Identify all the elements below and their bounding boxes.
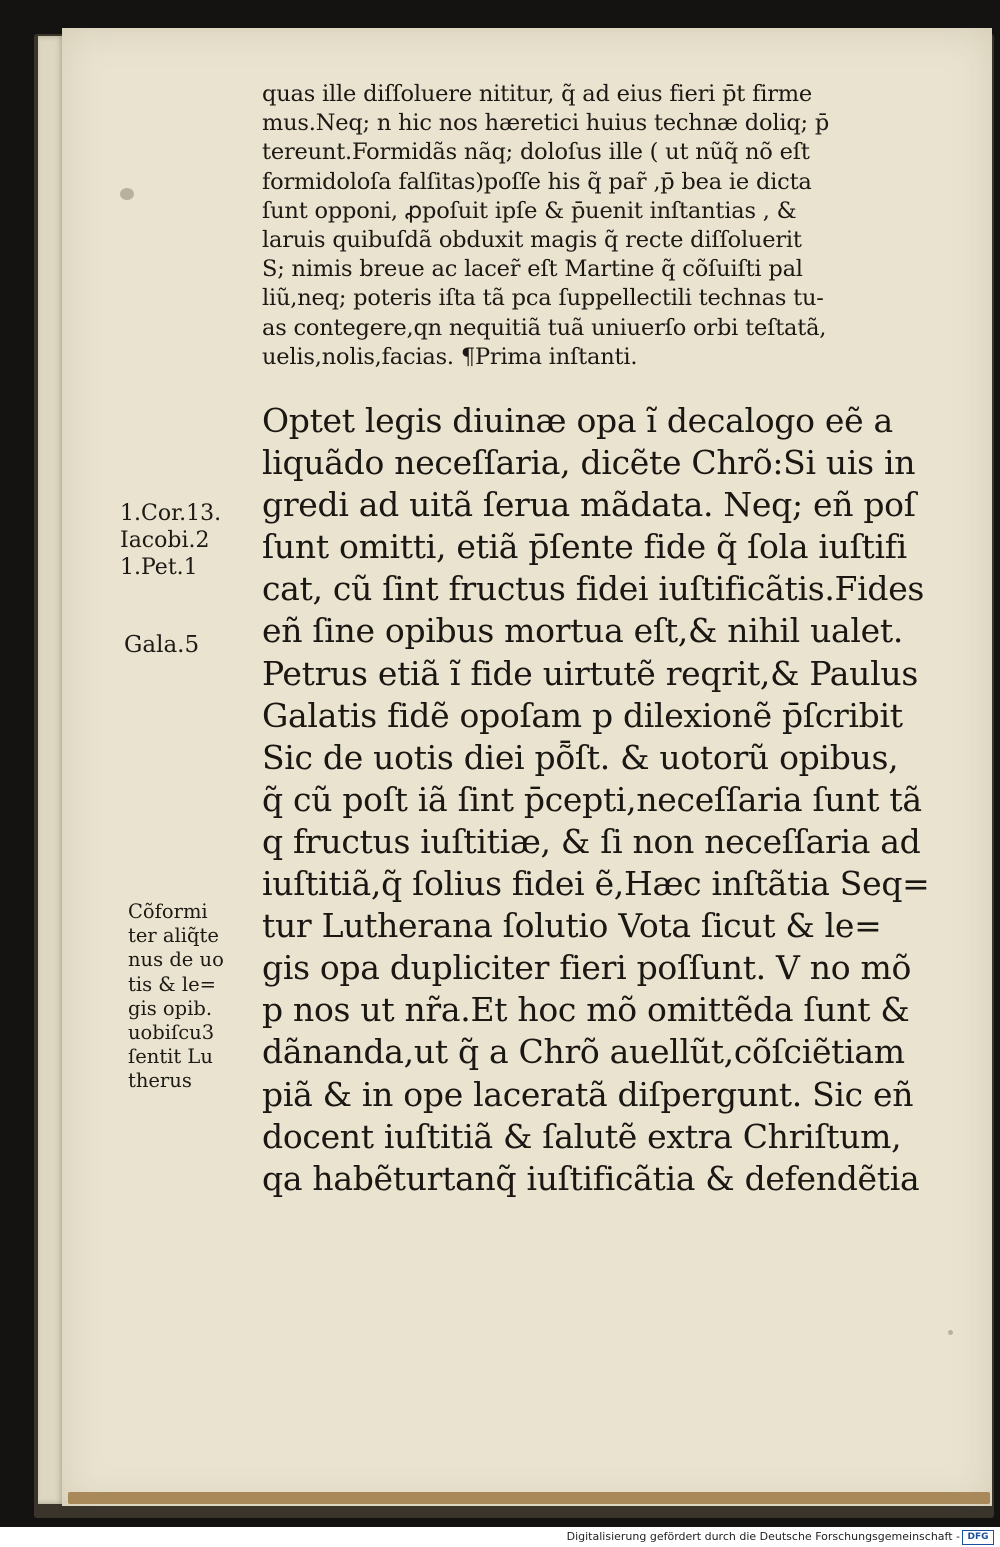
text-line: quas ille diſſoluere nititur, q̃ ad eius fieri p̄t firme [262,81,813,107]
text-line: tereunt.Formidãs nãq; doloſus ille ( ut nũq̃ nõ eſt [262,139,810,166]
gloss-line: therus [128,1069,192,1093]
gloss-line: ter aliq̃te [128,924,219,948]
margin-ref: 1.Cor.13. [120,501,222,526]
gloss-line: ſentit Lu [128,1045,213,1069]
text-line: ſunt opponi, ꝓpoſuit ipſe & p̄uenit inſtantias , & [262,197,797,224]
text-line: laruis quibuſdã obduxit magis q̃ recte diſſoluerit [262,226,802,253]
text-line: p nos ut nr̃a.Et hoc mõ omittẽda ſunt & [262,990,910,1030]
text-line: iuſtitiã,q̃ ſolius fidei ẽ,Hæc inſtãtia Seq= [262,864,930,904]
text-line: gis opa dupliciter fieri poſſunt. V no mõ [262,948,912,988]
margin-gloss [128,900,258,1094]
gloss-line: uobiſcu3 [128,1021,215,1045]
text-line: docent iuſtitiã & ſalutẽ extra Chriſtum, [262,1116,902,1156]
text-line: tur Lutherana ſolutio Vota ſicut & le= [262,906,882,946]
main-text-block [262,400,930,1200]
text-line: uelis,nolis,facias. ¶Prima inſtanti. [262,343,638,370]
text-line: mus.Neq; n hic nos hæretici huius technæ doliq; p̄ [262,110,830,137]
margin-ref-galatians: Gala.5 [124,632,200,658]
text-line: Sic de uotis diei pȭſt. & uotorũ opibus, [262,737,899,777]
text-line: Petrus etiã ĩ fide uirtutẽ reqrit,& Paulus [262,653,918,693]
paper-stain [120,188,134,200]
margin-ref: 1.Pet.1 [120,555,198,580]
text-line: dãnanda,ut q̃ a Chrõ auellũt,cõſciẽtiam [262,1032,905,1072]
funding-notice: Digitalisierung gefördert durch die Deutsche Forschungsgemeinschaft - [566,1530,960,1543]
text-line: q̃ cũ poſt iã ſint p̄cepti,neceſſaria ſunt tã [262,779,922,819]
text-line: qa habẽturtanq̃ iuſtificãtia & defendẽtia [262,1158,920,1198]
text-line: q fructus iuſtitiæ, & ſi non neceſſaria ad [262,821,921,861]
text-line: Galatis fidẽ opoſam p dilexionẽ p̄ſcribit [262,695,903,735]
text-line: liquãdo neceſſaria, dicẽte Chrõ:Si uis in [262,443,916,483]
text-line: gredi ad uitã ſerua mãdata. Neq; eñ poſ [262,485,916,525]
commentary-text-block [262,80,902,372]
gloss-line: tis & le= [128,972,216,996]
text-line: liũ,neq; poteris iſta tã pca ſuppellectili technas tu- [262,285,824,312]
text-line: formidoloſa falſitas)poſſe his q̃ par̃ ,p̄ bea ie dicta [262,168,812,195]
paper-speck [948,1330,953,1335]
text-line: as contegere,qn nequitiã tuã uniuerſo orbi teſtatã, [262,314,827,341]
text-line: piã & in ope laceratã diſpergunt. Sic eñ [262,1074,914,1114]
text-line: eñ ſine opibus mortua eſt,& nihil ualet. [262,611,904,651]
text-line: S; nimis breue ac lacer̃ eſt Martine q̃ cõſuiſti pal [262,256,803,283]
text-line: cat, cũ ſint fructus fidei iuſtificãtis.Fides [262,569,925,609]
margin-ref: Iacobi.2 [120,528,210,553]
gloss-line: nus de uo [128,948,224,972]
text-line: Optet legis diuinæ opa ĩ decalogo eẽ a [262,401,893,440]
margin-references [120,500,260,581]
dfg-logo: DFG [962,1530,994,1545]
gloss-line: Cõformi [128,900,208,923]
text-line: ſunt omitti, etiã p̄ſente fide q̃ ſola iuſtifi [262,527,907,567]
digitization-footer [0,1527,1000,1547]
page-gutter [38,36,64,1504]
gloss-line: gis opib. [128,996,213,1020]
page-bottom-edge [68,1492,990,1504]
